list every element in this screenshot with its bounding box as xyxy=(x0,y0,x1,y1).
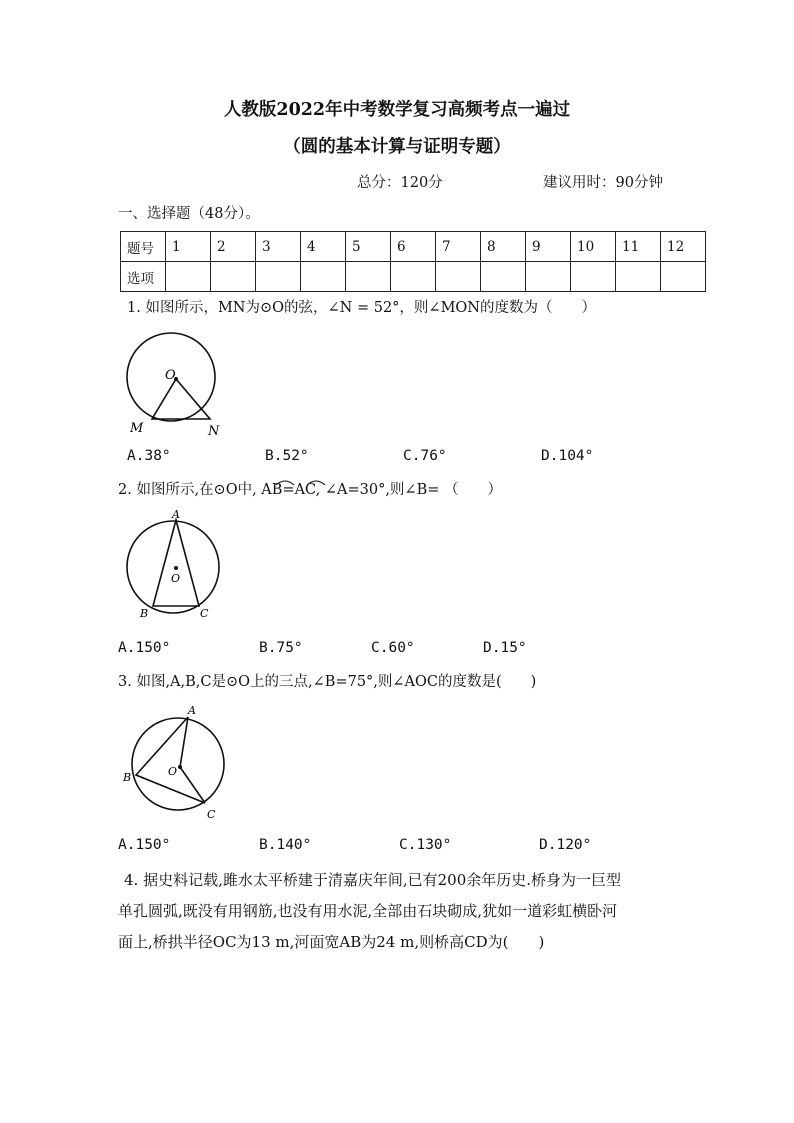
question-2-figure xyxy=(120,505,230,625)
question-3-figure xyxy=(118,700,233,825)
answer-cell[interactable] xyxy=(256,262,301,292)
question-number-cell: 11 xyxy=(616,232,661,262)
label-c: C xyxy=(207,808,216,821)
arc-mark-ac xyxy=(307,481,325,485)
label-c: C xyxy=(200,607,209,620)
answer-cell[interactable] xyxy=(211,262,256,292)
question-number-cell: 7 xyxy=(436,232,481,262)
circle-shape xyxy=(127,521,219,613)
q3-option-d: D.120° xyxy=(539,837,592,853)
q2-option-d: D.15° xyxy=(483,640,527,656)
question-number-cell: 2 xyxy=(211,232,256,262)
q1-option-c: C.76° xyxy=(403,448,447,464)
question-3-text: 3. 如图,A,B,C是⊙O上的三点,∠B=75°,则∠AOC的度数是( ) xyxy=(118,674,537,690)
question-4-line-3: 面上,桥拱半径OC为13 m,河面宽AB为24 m,则桥高CD为( ) xyxy=(118,933,545,951)
label-n: N xyxy=(208,424,220,439)
table-row xyxy=(121,262,706,292)
page-title: 人教版2022年中考数学复习高频考点一遍过 xyxy=(223,100,571,120)
table-row xyxy=(121,232,706,262)
label-o: O xyxy=(171,572,181,585)
suggested-time: 建议用时：90分钟 xyxy=(543,175,663,191)
answer-cell[interactable] xyxy=(571,262,616,292)
q2-option-b: B.75° xyxy=(259,640,303,656)
question-number-cell: 3 xyxy=(256,232,301,262)
question-1-figure xyxy=(120,320,230,440)
total-score: 总分：120分 xyxy=(357,175,443,191)
question-number-cell: 4 xyxy=(301,232,346,262)
section-heading: 一、选择题（48分）。 xyxy=(118,206,260,222)
label-o: O xyxy=(165,368,176,383)
answer-cell[interactable] xyxy=(616,262,661,292)
label-a: A xyxy=(188,704,196,717)
row-label-number: 题号 xyxy=(121,232,166,262)
central-angle xyxy=(180,717,205,803)
page-subtitle: （圆的基本计算与证明专题） xyxy=(283,137,511,157)
question-4-line-1: 4. 据史料记载,雎水太平桥建于清嘉庆年间,已有200余年历史.桥身为一巨型 xyxy=(124,871,622,889)
row-label-option: 选项 xyxy=(121,262,166,292)
question-1-text: 1. 如图所示，MN为⊙O的弦，∠N = 52°，则∠MON的度数为（ ） xyxy=(127,300,596,316)
question-number-cell: 6 xyxy=(391,232,436,262)
label-m: M xyxy=(130,421,144,436)
question-number-cell: 9 xyxy=(526,232,571,262)
answer-cell[interactable] xyxy=(301,262,346,292)
answer-table xyxy=(120,231,706,292)
label-o: O xyxy=(168,765,178,778)
arc-marks xyxy=(274,478,334,488)
q2-option-c: C.60° xyxy=(371,640,415,656)
answer-cell[interactable] xyxy=(436,262,481,292)
arc-mark-ab xyxy=(276,481,294,485)
q1-option-a: A.38° xyxy=(127,448,171,464)
label-b: B xyxy=(140,607,149,620)
question-number-cell: 12 xyxy=(661,232,706,262)
answer-cell[interactable] xyxy=(166,262,211,292)
q1-option-b: B.52° xyxy=(265,448,309,464)
question-number-cell: 8 xyxy=(481,232,526,262)
label-a: A xyxy=(172,508,180,521)
q1-option-d: D.104° xyxy=(541,448,594,464)
q3-option-b: B.140° xyxy=(259,837,312,853)
question-number-cell: 1 xyxy=(166,232,211,262)
answer-cell[interactable] xyxy=(526,262,571,292)
answer-cell[interactable] xyxy=(661,262,706,292)
triangle-shape xyxy=(152,379,210,419)
center-dot xyxy=(178,765,182,769)
question-4-line-2: 单孔圆弧,既没有用钢筋,也没有用水泥,全部由石块砌成,犹如一道彩虹横卧河 xyxy=(118,902,618,920)
center-dot xyxy=(174,566,178,570)
label-b: B xyxy=(123,771,132,784)
question-number-cell: 5 xyxy=(346,232,391,262)
question-number-cell: 10 xyxy=(571,232,616,262)
q3-option-a: A.150° xyxy=(118,837,171,853)
answer-cell[interactable] xyxy=(481,262,526,292)
answer-cell[interactable] xyxy=(346,262,391,292)
question-2-text: 2. 如图所示,在⊙O中, AB=AC, ∠A=30°,则∠B= （ ） xyxy=(118,482,502,498)
answer-cell[interactable] xyxy=(391,262,436,292)
triangle-shape xyxy=(153,520,199,606)
q3-option-c: C.130° xyxy=(399,837,452,853)
q2-option-a: A.150° xyxy=(118,640,171,656)
